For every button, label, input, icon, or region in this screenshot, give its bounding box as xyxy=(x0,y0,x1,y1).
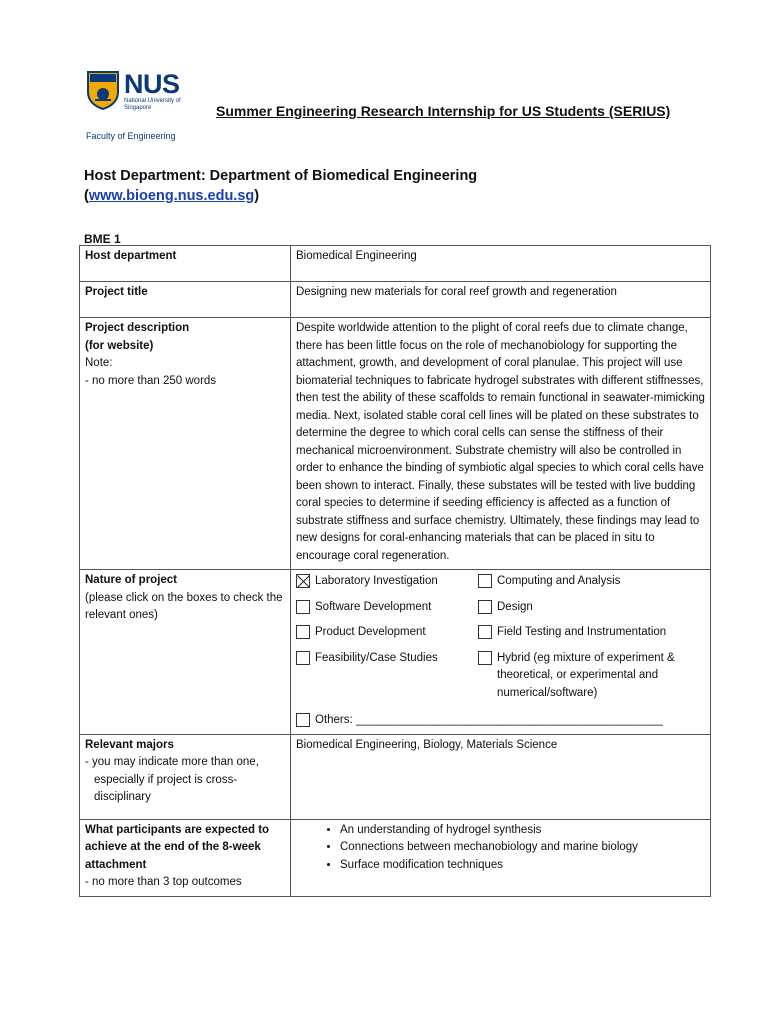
option-label: Software Development xyxy=(315,600,432,613)
nature-instruction: (please click on the boxes to check the relevant ones) xyxy=(85,591,283,621)
project-title-label: Project title xyxy=(80,282,291,318)
checkbox-checked-icon[interactable] xyxy=(296,574,310,588)
list-item: • An understanding of hydrogel synthesis xyxy=(340,822,705,840)
nus-crest-icon xyxy=(86,70,120,110)
option-label: Laboratory Investigation xyxy=(315,575,438,587)
host-department-value: Biomedical Engineering xyxy=(291,246,711,282)
project-title-value: Designing new materials for coral reef growth and regeneration xyxy=(291,282,711,318)
project-code: BME 1 xyxy=(84,232,121,246)
list-item: • Connections between mechanobiology and marine biology xyxy=(340,839,705,857)
option-label: Product Development xyxy=(315,626,426,638)
nature-label-cell xyxy=(80,570,291,735)
project-description-label-cell xyxy=(80,318,291,570)
checkbox-icon[interactable] xyxy=(296,713,310,727)
row-host-department xyxy=(80,246,711,282)
others-label: Others: ________________________________________________ xyxy=(315,714,663,726)
close-paren: ) xyxy=(254,188,260,204)
project-description-limit: - no more than 250 words xyxy=(85,374,217,387)
host-department-label: Host department xyxy=(80,246,291,282)
outcomes-value-cell xyxy=(291,819,711,896)
checkbox-icon[interactable] xyxy=(296,600,310,614)
option-design[interactable] xyxy=(478,599,705,617)
option-label: Field Testing and Instrumentation xyxy=(497,626,667,638)
majors-value: Biomedical Engineering, Biology, Materials Science xyxy=(291,734,711,819)
nus-logo xyxy=(86,70,186,142)
outcomes-label-cell xyxy=(80,819,291,896)
majors-label: Relevant majors xyxy=(85,738,174,751)
nature-options xyxy=(296,573,705,702)
option-label: Computing and Analysis xyxy=(497,575,621,587)
majors-note-continued: especially if project is cross-disciplinary xyxy=(94,773,238,803)
nature-label: Nature of project xyxy=(85,574,178,586)
option-field-testing[interactable] xyxy=(478,624,705,642)
open-paren: ( xyxy=(84,188,89,204)
row-project-description xyxy=(80,318,711,570)
outcomes-list xyxy=(296,822,705,875)
row-project-title xyxy=(80,282,711,318)
nature-options-cell xyxy=(291,570,711,735)
logo-university-name: National University of Singapore xyxy=(124,98,181,111)
checkbox-icon[interactable] xyxy=(478,651,492,665)
project-description-label: Project description xyxy=(85,322,190,334)
list-item: • Surface modification techniques xyxy=(340,857,705,875)
row-outcomes xyxy=(80,819,711,896)
option-label: Hybrid (eg mixture of experiment & theoretical, or experimental and numerical/software) xyxy=(497,651,675,699)
option-others[interactable] xyxy=(296,712,705,730)
row-relevant-majors xyxy=(80,734,711,819)
logo-wordmark: NUS xyxy=(124,69,180,99)
option-product-development[interactable] xyxy=(296,624,478,642)
project-description-note: Note: xyxy=(85,357,113,369)
option-label: Design xyxy=(497,600,533,613)
host-department-heading xyxy=(84,166,644,206)
page-title: Summer Engineering Research Internship for US Students (SERIUS) xyxy=(216,103,671,119)
row-nature-of-project xyxy=(80,570,711,735)
option-computing-analysis[interactable] xyxy=(478,573,705,591)
majors-label-cell xyxy=(80,734,291,819)
department-website-link[interactable]: www.bioeng.nus.edu.sg xyxy=(88,188,255,204)
checkbox-icon[interactable] xyxy=(296,625,310,639)
checkbox-icon[interactable] xyxy=(478,600,492,614)
outcomes-note: - no more than 3 top outcomes xyxy=(85,876,242,888)
option-feasibility-case-studies[interactable] xyxy=(296,650,478,703)
logo-faculty: Faculty of Engineering xyxy=(86,131,176,141)
project-description-value: Despite worldwide attention to the plight of coral reefs due to climate change, there has been little focus on the role of mechanobiology for supporting the attachment, growth, and development of coral planulae. This project will use biomaterial techniques to fabricate hydrogel substrates with different stiffnesses, then test the ability of these scaffolds to remain functional in seawater-mimicking media. Next, isolated stable coral cell lines will be plated on these substrates to determine the degree to which coral cells can sense the stiffness of their mechanical microenvironment. Substrate chemistry will also be controlled in order to enhance the binding of symbiotic algal species to which coral cells have been shown to interact. Finally, these substates will be tested with live budding coral species to determine if seeding efficiency is affected as a function of substrate stiffness and surface chemistry. Ultimately, these findings may lead to new designs for coral-enhancing materials that can be placed in situ to encourage coral regeneration. xyxy=(291,318,711,570)
project-description-sublabel: (for website) xyxy=(85,339,154,352)
project-form-table xyxy=(79,245,711,897)
option-label: Feasibility/Case Studies xyxy=(315,651,438,664)
outcomes-label: What participants are expected to achieve at the end of the 8-week attachment xyxy=(85,823,270,871)
majors-note: - you may indicate more than one, xyxy=(85,756,259,768)
option-hybrid[interactable] xyxy=(478,650,705,703)
option-laboratory-investigation[interactable] xyxy=(296,573,478,591)
host-department-text: Host Department: Department of Biomedical Engineering xyxy=(84,168,478,184)
checkbox-icon[interactable] xyxy=(296,651,310,665)
option-software-development[interactable] xyxy=(296,599,478,617)
checkbox-icon[interactable] xyxy=(478,574,492,588)
checkbox-icon[interactable] xyxy=(478,625,492,639)
